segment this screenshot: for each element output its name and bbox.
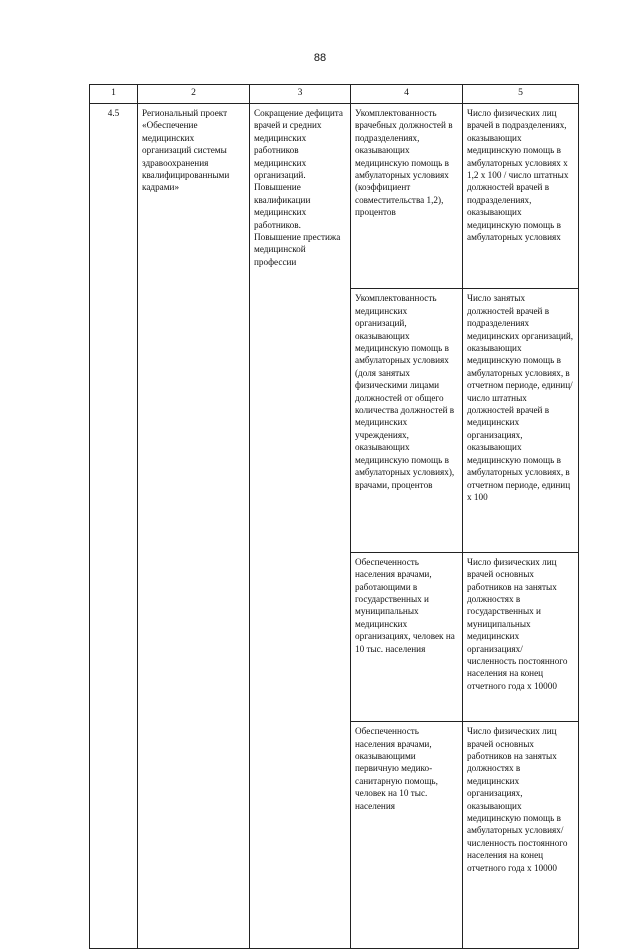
- indicator-name-cell: Обеспеченность населения врачами, оказывающими первичную медико-санитарную помощь, человек на 10 тыс. населения: [351, 722, 463, 949]
- column-header: 5: [463, 85, 579, 104]
- table-header-row: [90, 85, 579, 104]
- page-number: 88: [313, 52, 327, 64]
- row-number: 4.5: [90, 104, 138, 949]
- project-name-cell: Региональный проект «Обеспечение медицинских организаций системы здравоохранения квалифицированными кадрами»: [138, 104, 250, 949]
- column-header: 3: [250, 85, 351, 104]
- column-header: 2: [138, 85, 250, 104]
- indicator-formula-cell: Число физических лиц врачей в подразделениях, оказывающих медицинскую помощь в амбулаторных условиях х 1,2 х 100 / число штатных должностей врачей в подразделениях, оказывающих медицинскую помощь в амбулаторных условиях: [463, 104, 579, 289]
- column-header: 4: [351, 85, 463, 104]
- indicator-formula-cell: Число физических лиц врачей основных работников на занятых должностях в медицинских организациях, оказывающих медицинскую помощь в амбулаторных условиях/ численность постоянного населения на конец отчетного года х 10000: [463, 722, 579, 949]
- column-header: 1: [90, 85, 138, 104]
- indicator-name-cell: Укомплектованность врачебных должностей в подразделениях, оказывающих медицинскую помощь в амбулаторных условиях (коэффициент совместительства 1,2), процентов: [351, 104, 463, 289]
- indicator-name-cell: Обеспеченность населения врачами, работающими в государственных и муниципальных медицинских организациях, человек на 10 тыс. населения: [351, 552, 463, 721]
- table-row: [90, 104, 579, 289]
- task-cell: Сокращение дефицита врачей и средних медицинских работников медицинских организаций. Повышение квалификации медицинских работников. Повышение престижа медицинской профессии: [250, 104, 351, 949]
- indicators-table: [89, 84, 579, 949]
- indicator-formula-cell: Число занятых должностей врачей в подразделениях медицинских организаций, оказывающих медицинскую помощь в амбулаторных условиях, в отчетном периоде, единиц/число штатных должностей врачей в медицинских организациях, оказывающих медицинскую помощь в амбулаторных условиях, в отчетном периоде, единиц х 100: [463, 289, 579, 552]
- indicator-name-cell: Укомплектованность медицинских организаций, оказывающих медицинскую помощь в амбулаторных условиях (доля занятых физическими лицами должностей от общего количества должностей в медицинских учреждениях, оказывающих медицинскую помощь в амбулаторных условиях), врачами, процентов: [351, 289, 463, 552]
- indicator-formula-cell: Число физических лиц врачей основных работников на занятых должностях в государственных и муниципальных медицинских организациях/ численность постоянного населения на конец отчетного года х 10000: [463, 552, 579, 721]
